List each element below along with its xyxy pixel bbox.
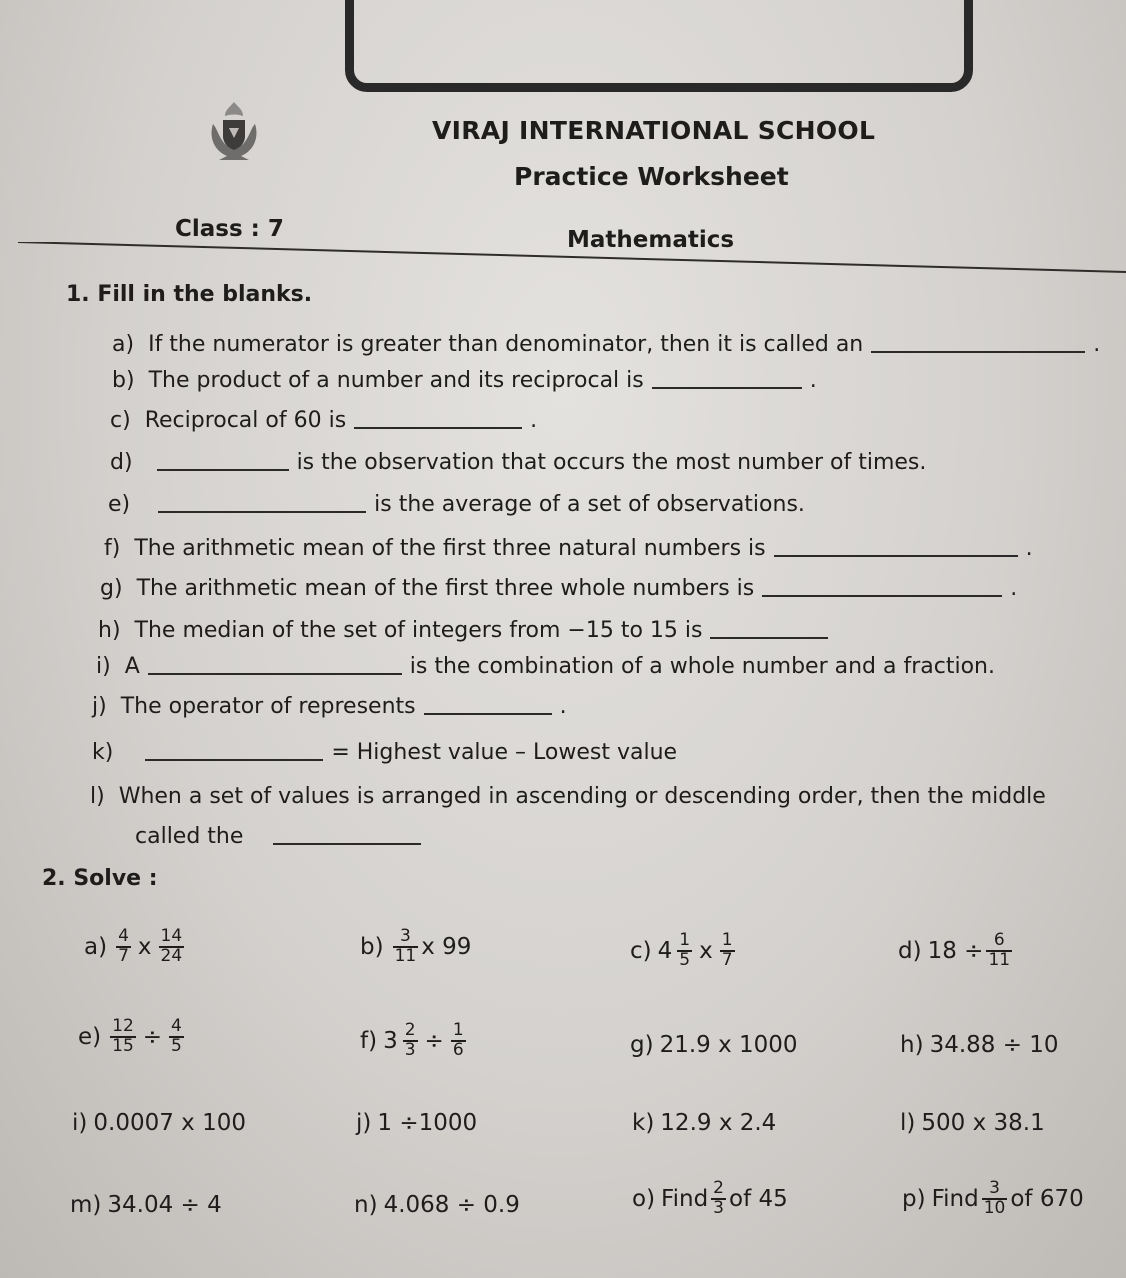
expression: 500 x 38.1: [921, 1110, 1045, 1136]
whole-number: 3: [383, 1027, 398, 1054]
fill-item-c: [110, 408, 537, 433]
item-label: b): [360, 933, 384, 960]
solve-item-e: [78, 1018, 187, 1056]
answer-blank[interactable]: [157, 468, 289, 471]
item-text: If the numerator is greater than denominator, then it is called an: [148, 332, 864, 357]
item-label: p): [902, 1185, 926, 1212]
header-divider: [0, 242, 1126, 282]
expression-rest: of 45: [729, 1185, 788, 1212]
item-text: When a set of values is arranged in ascending or descending order, then the middle: [118, 784, 1046, 809]
fraction: $\frac{4}{5}$: [171, 1016, 182, 1056]
fill-item-f: [104, 536, 1033, 561]
solve-item-c: [630, 932, 738, 970]
solve-item-o: [632, 1180, 788, 1218]
section2-title: 2. Solve :: [42, 866, 158, 891]
school-name: VIRAJ INTERNATIONAL SCHOOL: [432, 116, 876, 145]
expression: 34.04 ÷ 4: [107, 1192, 222, 1218]
fraction: $\frac{1}{7}$: [721, 930, 733, 970]
item-label: m): [70, 1192, 102, 1218]
answer-blank[interactable]: [273, 842, 421, 845]
class-label: Class : 7: [175, 216, 284, 242]
item-label: l): [900, 1110, 916, 1136]
item-text: The operator of represents: [120, 694, 416, 719]
solve-item-h: [900, 1032, 1059, 1058]
answer-blank[interactable]: [710, 636, 828, 639]
solve-item-k: [632, 1110, 776, 1136]
item-label: o): [632, 1185, 656, 1212]
item-text-after: .: [809, 368, 817, 393]
fill-item-l: [90, 784, 1046, 809]
subject-label: Mathematics: [567, 227, 735, 253]
answer-blank[interactable]: [424, 712, 552, 715]
fraction: $\frac{2}{3}$: [713, 1178, 724, 1218]
expression-rest: x 99: [421, 933, 472, 960]
solve-item-d: [898, 932, 1015, 970]
fill-item-e: [108, 492, 805, 517]
solve-item-a: [84, 928, 187, 966]
fraction: $\frac{6}{11}$: [988, 930, 1011, 970]
item-label: d): [898, 937, 922, 964]
item-label: e): [78, 1023, 102, 1050]
fill-item-k: [92, 740, 677, 765]
answer-blank[interactable]: [148, 672, 402, 675]
answer-blank[interactable]: [871, 350, 1085, 353]
item-label: f): [104, 536, 121, 561]
expression: 0.0007 x 100: [93, 1110, 246, 1136]
fill-item-i: [96, 654, 995, 679]
fraction: $\frac{1}{6}$: [452, 1020, 464, 1060]
item-text-after: is the combination of a whole number and a fraction.: [409, 654, 995, 679]
clipboard-clip: [345, 0, 973, 92]
item-label: e): [108, 492, 131, 517]
operator: ÷: [142, 1023, 163, 1050]
item-label: j): [356, 1110, 372, 1136]
fill-item-g: [100, 576, 1017, 601]
item-label: k): [632, 1110, 655, 1136]
fill-item-l-cont: [135, 824, 429, 849]
solve-item-p: [902, 1180, 1084, 1218]
solve-item-b: [360, 928, 471, 966]
expression: 21.9 x 1000: [659, 1032, 798, 1058]
item-text-after: .: [1010, 576, 1018, 601]
operator: ÷: [424, 1027, 444, 1054]
expression: 1 ÷1000: [377, 1110, 478, 1136]
item-label: j): [92, 694, 107, 719]
solve-item-j: [356, 1110, 477, 1136]
solve-item-f: [360, 1022, 469, 1060]
item-label: f): [360, 1027, 378, 1054]
item-text-after: = Highest value – Lowest value: [331, 740, 678, 765]
item-text: The median of the set of integers from −15 to 15 is: [134, 618, 703, 643]
section1-title: 1. Fill in the blanks.: [66, 282, 313, 307]
item-text: Reciprocal of 60 is: [144, 408, 347, 433]
expression-pre: Find: [661, 1185, 709, 1212]
fill-item-j: [92, 694, 567, 719]
item-text-after: .: [530, 408, 538, 433]
item-label: l): [90, 784, 105, 809]
fill-item-h: [98, 618, 836, 643]
expression-rest: of 670: [1010, 1185, 1084, 1212]
whole-number: 4: [657, 937, 673, 964]
item-label: a): [112, 332, 135, 357]
fraction: $\frac{3}{10}$: [983, 1178, 1006, 1218]
item-text-after: is the average of a set of observations.: [374, 492, 805, 517]
answer-blank[interactable]: [774, 554, 1018, 557]
item-label: n): [354, 1192, 378, 1218]
answer-blank[interactable]: [762, 594, 1002, 597]
item-text: A: [124, 654, 140, 679]
expression: 34.88 ÷ 10: [929, 1032, 1059, 1058]
answer-blank[interactable]: [145, 758, 323, 761]
item-label: h): [900, 1032, 924, 1058]
item-label: h): [98, 618, 121, 643]
operator: x: [699, 937, 713, 964]
school-crest-icon: [203, 98, 265, 164]
item-text: The arithmetic mean of the first three natural numbers is: [134, 536, 766, 561]
item-label: i): [96, 654, 111, 679]
item-text: The arithmetic mean of the first three whole numbers is: [136, 576, 755, 601]
solve-item-m: [70, 1192, 222, 1218]
item-text: called the: [135, 824, 244, 849]
fraction: $\frac{2}{3}$: [404, 1020, 416, 1060]
item-label: c): [630, 937, 652, 964]
item-text-after: .: [1025, 536, 1033, 561]
solve-item-i: [72, 1110, 246, 1136]
fraction: $\frac{4}{7}$: [118, 926, 129, 966]
item-label: g): [100, 576, 123, 601]
answer-blank[interactable]: [354, 426, 522, 429]
item-text: The product of a number and its reciprocal is: [148, 368, 644, 393]
worksheet-title: Practice Worksheet: [514, 162, 789, 191]
solve-item-l: [900, 1110, 1045, 1136]
fraction: $\frac{12}{15}$: [112, 1016, 134, 1056]
expression-pre: 18 ÷: [927, 937, 984, 964]
item-label: k): [92, 740, 114, 765]
expression-pre: Find: [931, 1185, 979, 1212]
solve-item-g: [630, 1032, 798, 1058]
answer-blank[interactable]: [652, 386, 802, 389]
item-text-after: is the observation that occurs the most number of times.: [296, 450, 927, 475]
answer-blank[interactable]: [158, 510, 366, 513]
fill-item-a: [112, 332, 1100, 357]
fill-item-b: [112, 368, 817, 393]
item-label: a): [84, 933, 108, 960]
item-label: i): [72, 1110, 88, 1136]
item-text-after: .: [1093, 332, 1101, 357]
item-label: d): [110, 450, 133, 475]
expression: 4.068 ÷ 0.9: [383, 1192, 520, 1218]
item-label: b): [112, 368, 135, 393]
fraction: $\frac{1}{5}$: [679, 930, 691, 970]
item-label: c): [110, 408, 131, 433]
fraction: $\frac{3}{11}$: [394, 926, 417, 966]
fill-item-d: [110, 450, 926, 475]
operator: x: [137, 933, 152, 960]
item-label: g): [630, 1032, 654, 1058]
expression: 12.9 x 2.4: [660, 1110, 777, 1136]
item-text-after: .: [559, 694, 567, 719]
solve-item-n: [354, 1192, 520, 1218]
fraction: $\frac{14}{24}$: [160, 926, 183, 966]
